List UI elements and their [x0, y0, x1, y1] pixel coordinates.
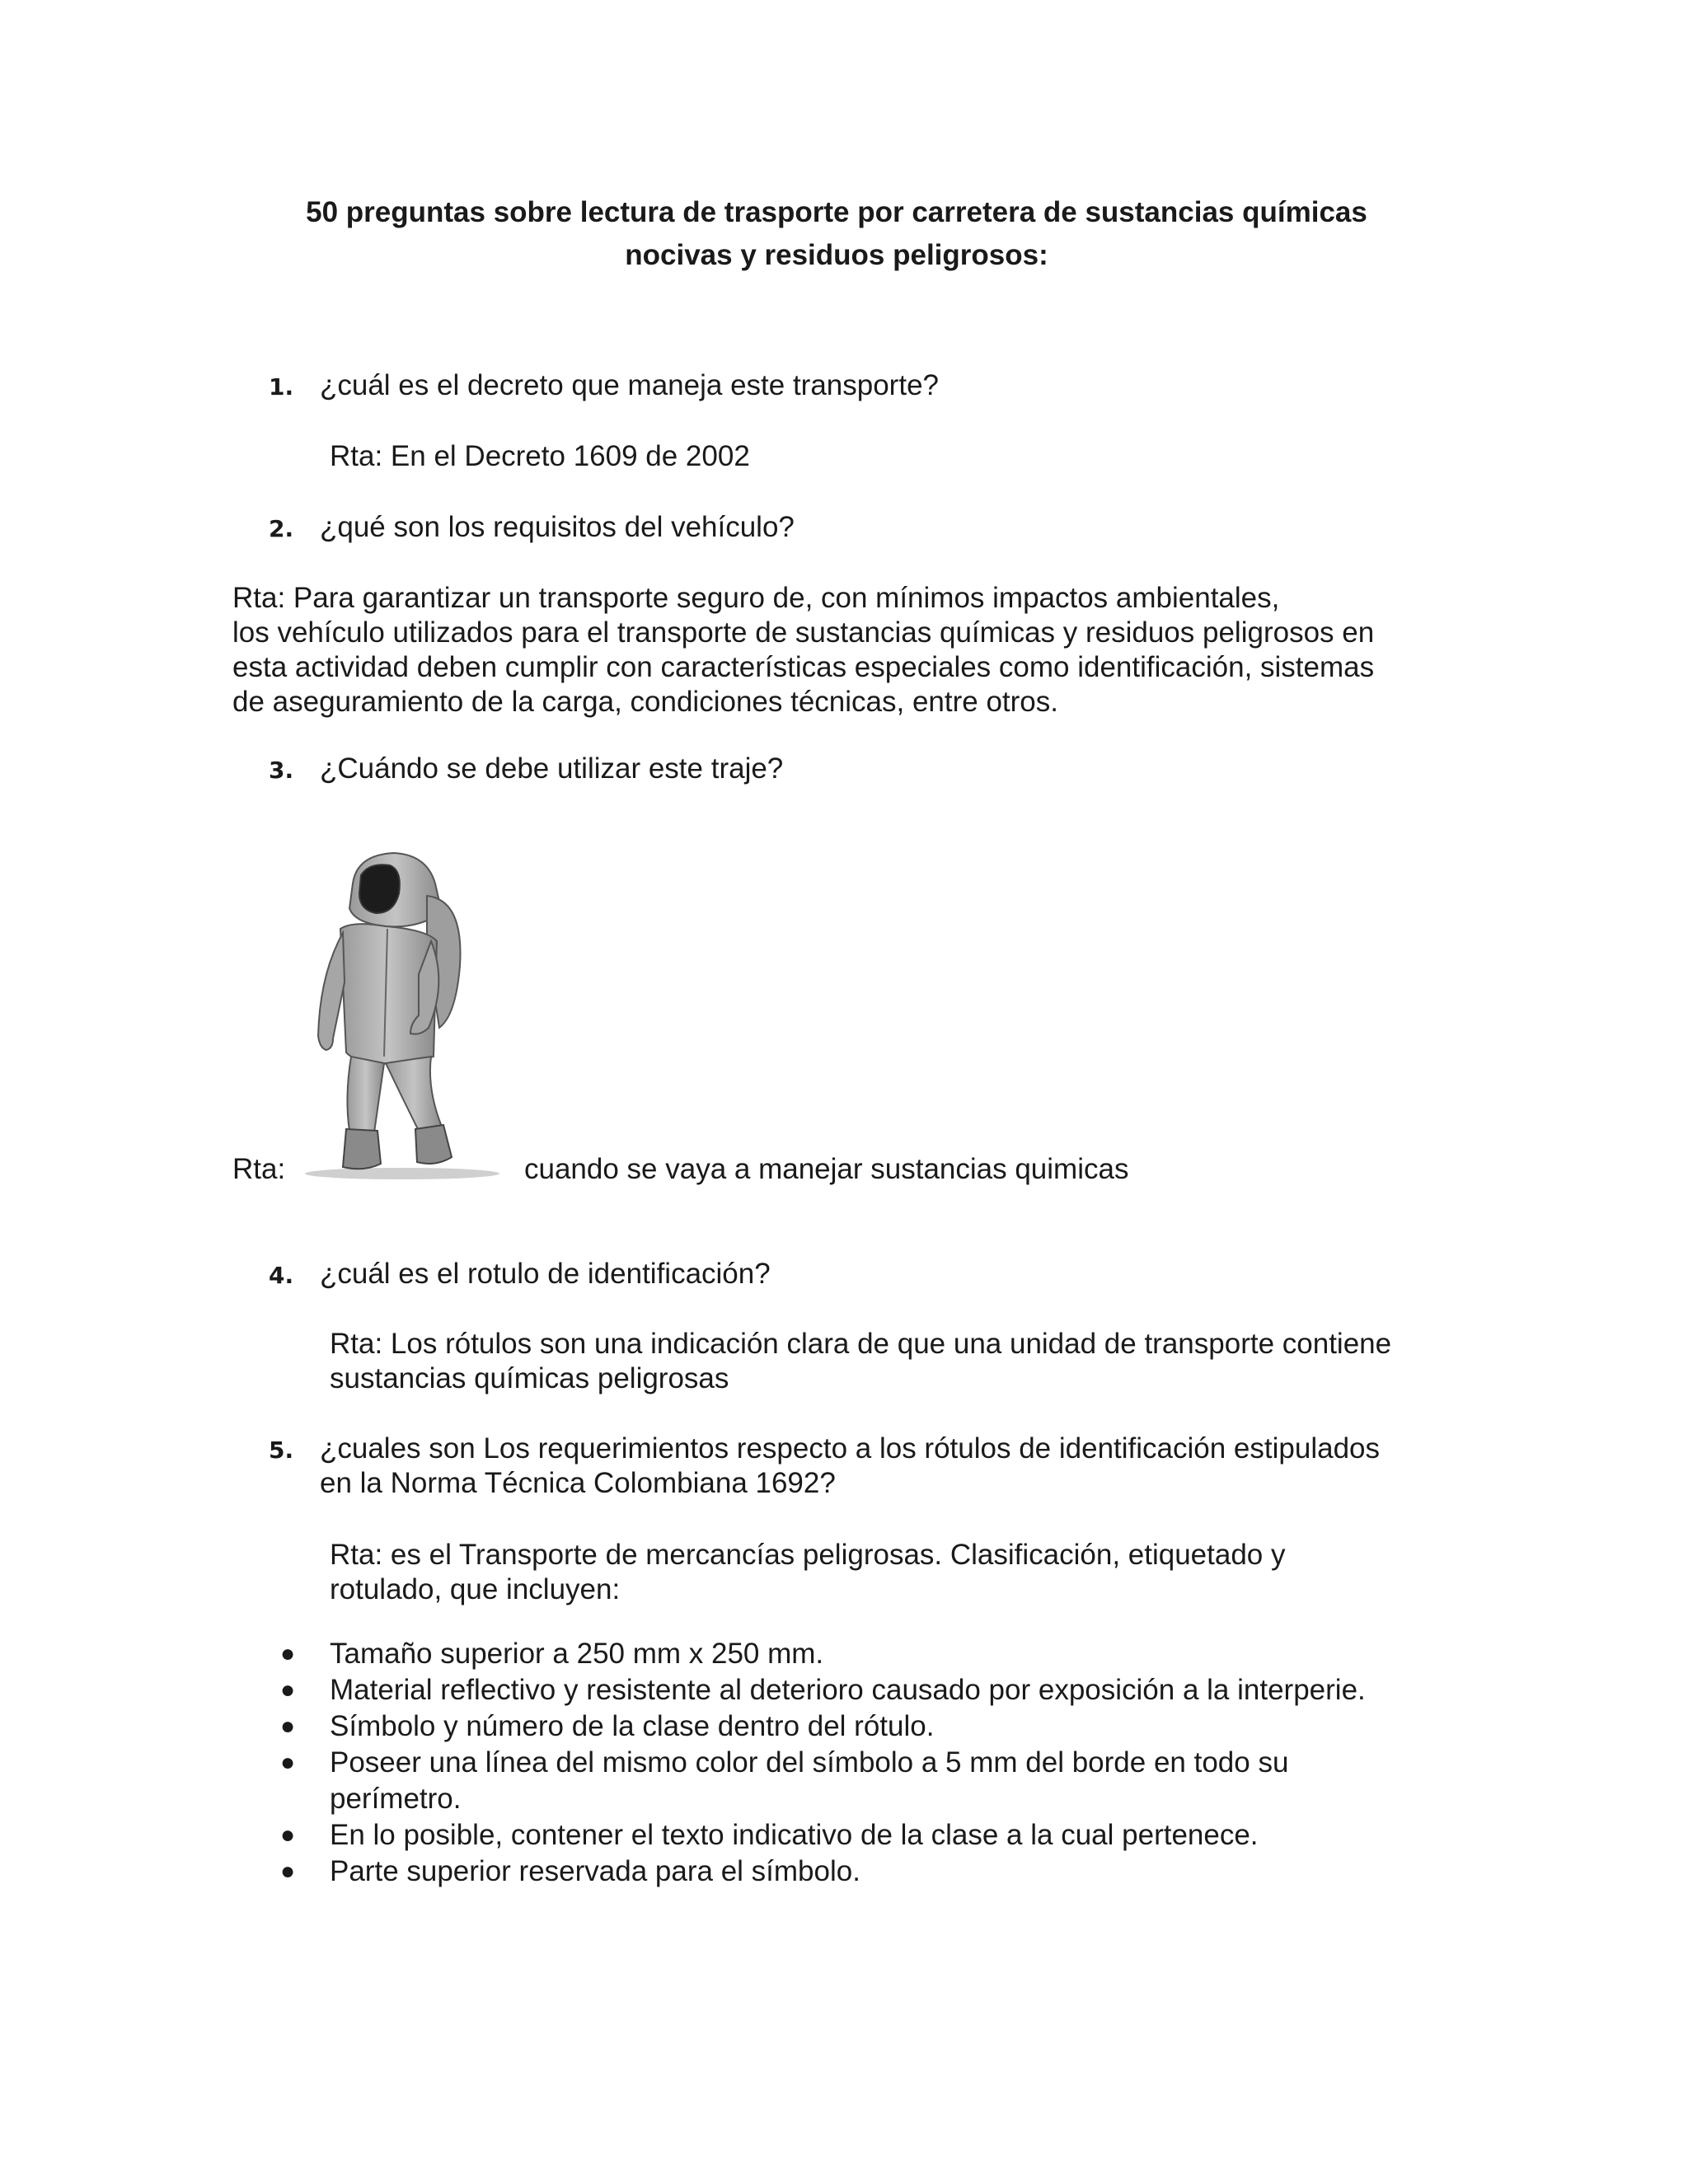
bullet-icon: ●: [280, 1640, 296, 1667]
question-text: ¿qué son los requisitos del vehículo?: [320, 511, 795, 543]
answer-5-line-1: Rta: es el Transporte de mercancías peligrosas. Clasificación, etiquetado y: [330, 1539, 1286, 1571]
question-number: 4.: [269, 1262, 294, 1289]
answer-2-line-3: esta actividad deben cumplir con características especiales como identificación, sistemas: [232, 651, 1375, 683]
question-5-line-2: en la Norma Técnica Colombiana 1692?: [320, 1467, 836, 1499]
requirements-list: [272, 1636, 1508, 1890]
question-number: 1.: [269, 373, 294, 401]
bullet-icon: ●: [280, 1821, 296, 1849]
list-item: ● Material reflectivo y resistente al deterioro causado por exposición a la interperie.: [272, 1672, 1508, 1708]
title-line-2: nocivas y residuos peligrosos:: [625, 239, 1048, 271]
question-text: ¿cuál es el rotulo de identificación?: [320, 1258, 771, 1290]
question-number: 3.: [269, 757, 294, 784]
answer-2-line-2: los vehículo utilizados para el transporte de sustancias químicas y residuos peligrosos en: [232, 616, 1375, 649]
document-title: [247, 191, 1426, 277]
question-number: 2.: [269, 515, 294, 542]
list-item: ● Símbolo y número de la clase dentro del rótulo.: [272, 1708, 1508, 1745]
question-text: ¿Cuándo se debe utilizar este traje?: [320, 752, 784, 785]
bullet-icon: ●: [280, 1713, 296, 1740]
question-number: 5.: [269, 1436, 294, 1464]
list-item: ● En lo posible, contener el texto indicativo de la clase a la cual pertenece.: [272, 1817, 1508, 1854]
list-item: ● Tamaño superior a 250 mm x 250 mm.: [272, 1636, 1508, 1672]
answer-1: Rta: En el Decreto 1609 de 2002: [330, 440, 750, 472]
answer-5-line-2: rotulado, que incluyen:: [330, 1573, 621, 1605]
list-item: ● Poseer una línea del mismo color del símbolo a 5 mm del borde en todo su perímetro.: [280, 1746, 1289, 1815]
list-item: ● Parte superior reservada para el símbolo.: [272, 1854, 1508, 1890]
answer-4-line-2: sustancias químicas peligrosas: [330, 1362, 729, 1394]
answer-2-line-4: de aseguramiento de la carga, condiciones técnicas, entre otros.: [232, 686, 1058, 718]
question-text: ¿cuál es el decreto que maneja este transporte?: [320, 369, 939, 401]
title-line-1: 50 preguntas sobre lectura de trasporte por carretera de sustancias químicas: [306, 196, 1367, 228]
bullet-icon: ●: [280, 1749, 296, 1776]
answer-3-prefix: Rta:: [232, 1153, 286, 1185]
bullet-icon: ●: [280, 1858, 296, 1885]
answer-4-line-1: Rta: Los rótulos son una indicación clara de que una unidad de transporte contiene: [330, 1328, 1392, 1360]
answer-2-line-1: Rta: Para garantizar un transporte seguro de, con mínimos impactos ambientales,: [232, 582, 1280, 614]
hazmat-suit-illustration: [295, 851, 514, 1180]
answer-3-text: cuando se vaya a manejar sustancias quimicas: [524, 1153, 1129, 1185]
bullet-icon: ●: [280, 1676, 296, 1704]
question-text-line-1: ¿cuales son Los requerimientos respecto a los rótulos de identificación estipulados: [320, 1432, 1380, 1465]
